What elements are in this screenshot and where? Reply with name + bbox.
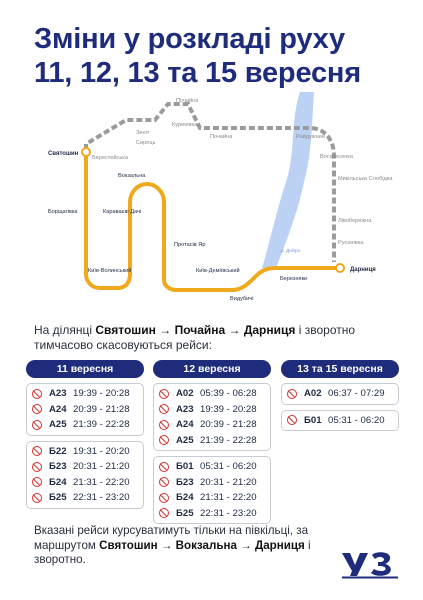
- station-pochaina-top: Почайна: [176, 98, 199, 104]
- station-livoberezhna: Лівобережна: [338, 218, 372, 224]
- trip-time: 21:39 - 22:28: [200, 434, 257, 446]
- trip-code: Б23: [176, 476, 194, 488]
- station-kyiv-demiivskyi: Київ-Деміївський: [196, 268, 240, 274]
- trip-code: Б25: [49, 492, 67, 504]
- trip-row: [159, 386, 265, 402]
- trip-row: [32, 459, 138, 475]
- trip-time: 22:31 - 23:20: [73, 492, 130, 504]
- trip-row: [159, 417, 265, 433]
- station-bereznyaky: Березняки: [280, 276, 308, 282]
- trip-time: 21:39 - 22:28: [73, 419, 130, 431]
- cancel-icon: [32, 420, 42, 430]
- trip-row: [159, 402, 265, 418]
- trip-group: [26, 441, 144, 509]
- route-map: [0, 92, 423, 314]
- station-syrets: Сирець: [136, 140, 156, 146]
- cancel-icon: [159, 493, 169, 503]
- station-raiduzhnyi: Райдужний: [296, 134, 325, 140]
- cancel-notice: [34, 323, 404, 353]
- trip-row: [32, 475, 138, 491]
- station-vydubychi: Видубичі: [230, 296, 254, 302]
- trip-time: 05:39 - 06:28: [200, 388, 257, 400]
- cancel-icon: [287, 415, 297, 425]
- cancel-icon: [159, 477, 169, 487]
- cancel-icon: [32, 404, 42, 414]
- trip-group: [153, 383, 271, 451]
- station-pochaina: Почайна: [210, 134, 233, 140]
- notice-suffix: і зворотно тимчасово скасовуються рейси:: [34, 323, 356, 352]
- cancel-icon: [159, 435, 169, 445]
- terminal-svyatoshyn: [82, 148, 90, 156]
- trip-group: [281, 383, 399, 405]
- column-header: 13 та 15 вересня: [281, 360, 399, 378]
- trip-code: Б24: [49, 476, 67, 488]
- station-beresteiska: Берестейська: [92, 155, 128, 161]
- trip-code: А25: [176, 434, 194, 446]
- station-kyiv-volynskyi: Київ-Волинський: [88, 268, 132, 274]
- trip-row: [32, 444, 138, 460]
- footer-suffix: і зворотно.: [34, 538, 311, 566]
- station-protasiv-yar: Протасів Яр: [174, 242, 206, 248]
- trip-row: [32, 490, 138, 506]
- trip-time: 20:31 - 21:20: [73, 461, 130, 473]
- station-zenit: Зеніт: [136, 130, 150, 136]
- title-line-1: Зміни у розкладі руху: [34, 23, 345, 55]
- column-header: 11 вересня: [26, 360, 144, 378]
- station-karavaievi-dachi: Караваєві Дачі: [103, 209, 142, 215]
- trip-code: А02: [176, 388, 194, 400]
- footer-route: Святошин → Вокзальна → Дарниця: [99, 538, 305, 552]
- station-borshchahivka: Борщагівка: [48, 209, 78, 215]
- trip-group: [26, 383, 144, 436]
- trip-group: [281, 410, 399, 432]
- trip-row: [287, 386, 393, 402]
- trip-code: А24: [49, 403, 67, 415]
- column-header: 12 вересня: [153, 360, 271, 378]
- cancel-icon: [159, 462, 169, 472]
- schedule-column-sep-12: [153, 360, 271, 524]
- trip-time: 21:31 - 22:20: [200, 492, 257, 504]
- station-svyatoshyn: Святошин: [48, 151, 79, 157]
- trip-time: 20:39 - 21:28: [200, 419, 257, 431]
- cancel-icon: [32, 462, 42, 472]
- trip-time: 05:31 - 06:20: [200, 461, 257, 473]
- uz-logo-icon: [340, 549, 400, 579]
- trip-time: 22:31 - 23:20: [200, 507, 257, 519]
- station-darnytsia: Дарниця: [350, 267, 376, 273]
- trip-row: [287, 413, 393, 429]
- cancel-icon: [159, 508, 169, 518]
- footer-prefix: Вказані рейси курсуватимуть тільки на півкільці, за маршрутом: [34, 524, 309, 552]
- cancel-icon: [159, 404, 169, 414]
- trip-row: [32, 417, 138, 433]
- notice-route: Святошин → Почайна → Дарниця: [95, 323, 296, 337]
- trip-code: Б24: [176, 492, 194, 504]
- trip-time: 21:31 - 22:20: [73, 476, 130, 488]
- station-voskresenka: Воскресенка: [320, 154, 353, 160]
- trip-row: [159, 459, 265, 475]
- page-title: [34, 22, 404, 90]
- trip-time: 05:31 - 06:20: [328, 414, 385, 426]
- trip-code: А23: [49, 388, 67, 400]
- trip-code: Б23: [49, 461, 67, 473]
- trip-code: Б22: [49, 445, 67, 457]
- schedule-column-sep-13-15: [281, 360, 399, 431]
- notice-prefix: На ділянці: [34, 323, 96, 337]
- title-line-2: 11, 12, 13 та 15 вересня: [34, 57, 361, 89]
- cancel-icon: [287, 389, 297, 399]
- trip-time: 19:31 - 20:20: [73, 445, 130, 457]
- cancel-icon: [32, 446, 42, 456]
- trip-row: [159, 490, 265, 506]
- uz-logo: [340, 549, 400, 579]
- cancel-icon: [159, 389, 169, 399]
- river-shape: [262, 92, 314, 268]
- footer-note: [34, 524, 334, 568]
- station-kurenivka: Куренівка: [172, 122, 198, 128]
- trip-time: 20:31 - 21:20: [200, 476, 257, 488]
- trip-row: [159, 506, 265, 522]
- trip-code: Б01: [176, 461, 194, 473]
- trip-row: [32, 386, 138, 402]
- trip-time: 19:39 - 20:28: [73, 388, 130, 400]
- trip-row: [159, 433, 265, 449]
- cancel-icon: [32, 477, 42, 487]
- cancel-icon: [32, 389, 42, 399]
- trip-time: 19:39 - 20:28: [200, 403, 257, 415]
- station-vokzalna: Вокзальна: [118, 173, 146, 179]
- terminal-darnytsia: [336, 264, 344, 272]
- cancel-icon: [32, 493, 42, 503]
- trip-code: А02: [304, 388, 322, 400]
- trip-code: Б25: [176, 507, 194, 519]
- trip-code: Б01: [304, 414, 322, 426]
- trip-code: А24: [176, 419, 194, 431]
- trip-time: 20:39 - 21:28: [73, 403, 130, 415]
- trip-code: А23: [176, 403, 194, 415]
- route-map-svg: [0, 92, 423, 314]
- trip-code: А25: [49, 419, 67, 431]
- station-rusanivka: Русанівка: [338, 240, 364, 246]
- trip-time: 06:37 - 07:29: [328, 388, 385, 400]
- trip-row: [32, 402, 138, 418]
- schedule-column-sep-11: [26, 360, 144, 509]
- trip-row: [159, 475, 265, 491]
- river-label: р. Дніпро: [281, 248, 301, 253]
- cancel-icon: [159, 420, 169, 430]
- trip-group: [153, 456, 271, 524]
- station-mykilska-slobidka: Микільська Слобідка: [338, 176, 393, 182]
